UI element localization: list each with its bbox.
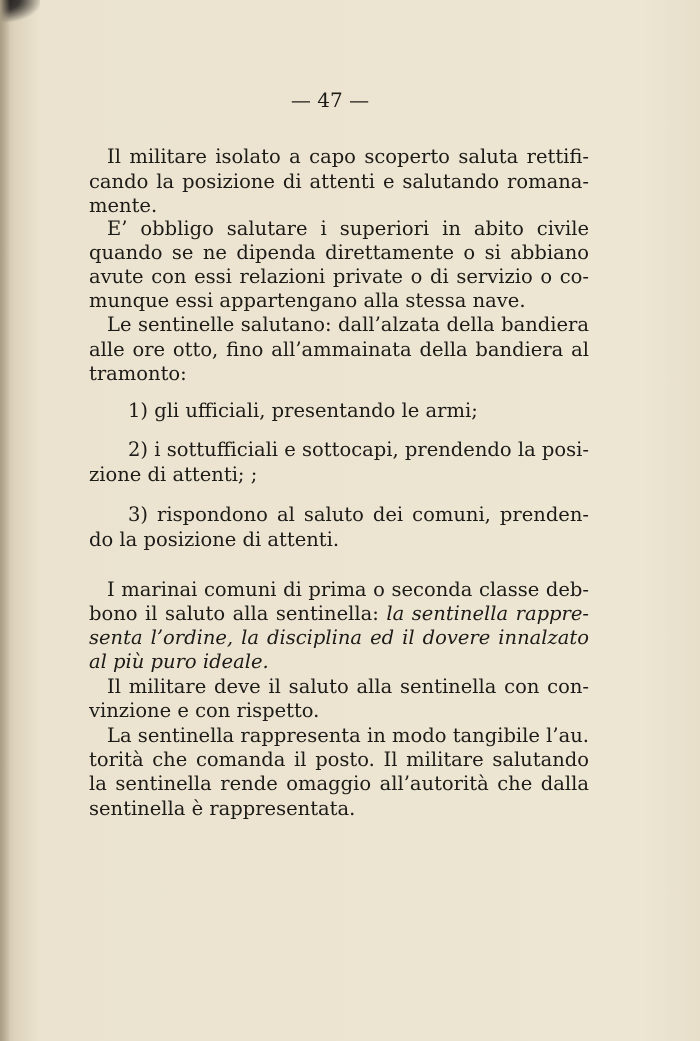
text-line: sentinella è rappresentata. bbox=[89, 797, 356, 820]
text-line: Le sentinelle salutano: dall’alzata della bandiera bbox=[107, 313, 589, 336]
text-line: munque essi appartengano alla stessa nave. bbox=[89, 289, 526, 312]
text-line: do la posizione di attenti. bbox=[89, 528, 340, 551]
list-item: 1) gli ufficiali, presentando le armi; bbox=[128, 399, 478, 422]
text-line: La sentinella rappresenta in modo tangibile l’au. bbox=[107, 724, 589, 747]
text-line: la sentinella rende omaggio all’autorità che dalla bbox=[89, 772, 589, 795]
text-line: zione di attenti; ; bbox=[89, 463, 258, 486]
text-line: mente. bbox=[89, 194, 158, 217]
text-line: cando la posizione di attenti e salutando romana- bbox=[89, 170, 589, 193]
italic-line: al più puro ideale. bbox=[89, 650, 269, 673]
italic-span: la sentinella rappre- bbox=[386, 602, 589, 625]
text-line: Il militare isolato a capo scoperto saluta rettifi- bbox=[107, 145, 589, 168]
text-line: quando se ne dipenda direttamente o si abbiano bbox=[89, 241, 589, 264]
text-line: vinzione e con rispetto. bbox=[89, 699, 320, 722]
text-span: bono il saluto alla sentinella: bbox=[89, 602, 387, 625]
text-line: torità che comanda il posto. Il militare salutando bbox=[89, 748, 589, 771]
page-number: — 47 — bbox=[290, 88, 370, 112]
text-line bbox=[89, 602, 589, 626]
text-line: avute con essi relazioni private o di servizio o co- bbox=[89, 265, 589, 288]
text-line: alle ore otto, fino all’ammainata della bandiera al bbox=[89, 338, 589, 361]
text-line: I marinai comuni di prima o seconda classe deb- bbox=[107, 578, 589, 601]
text-line: tramonto: bbox=[89, 362, 187, 385]
text-line: E’ obbligo salutare i superiori in abito civile bbox=[107, 217, 589, 240]
text-line: Il militare deve il saluto alla sentinella con con- bbox=[107, 675, 589, 698]
page-binding-edge bbox=[0, 0, 10, 1041]
list-item: 3) rispondono al saluto dei comuni, prenden- bbox=[128, 503, 589, 526]
italic-line: senta l’ordine, la disciplina ed il dovere innalzato bbox=[89, 626, 589, 649]
list-item: 2) i sottufficiali e sottocapi, prendendo la posi- bbox=[128, 438, 589, 461]
